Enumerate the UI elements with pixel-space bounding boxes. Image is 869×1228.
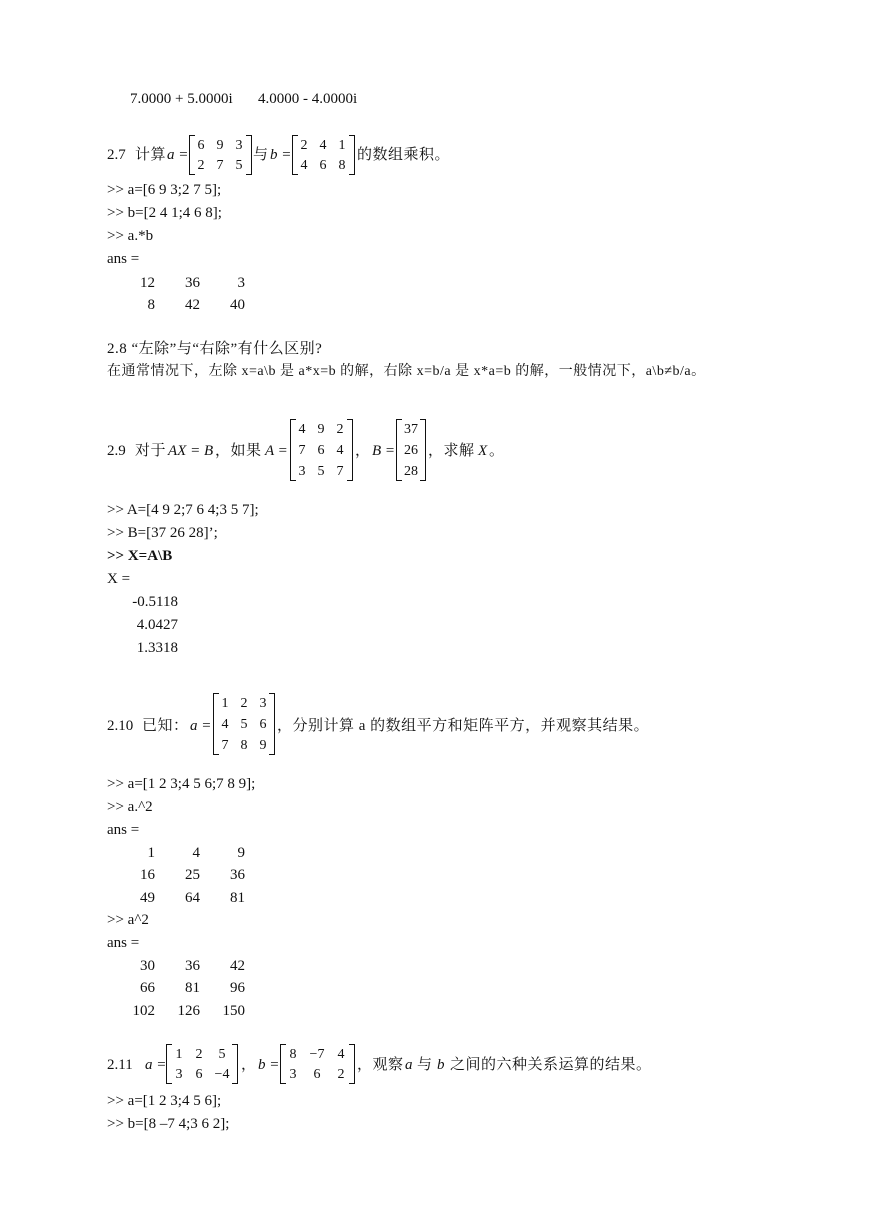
matrix-cell: 1	[175, 1047, 183, 1062]
matrix-cell: 4	[298, 422, 306, 437]
code-line: >> X=A\B	[107, 548, 173, 564]
matrix-cell: 2	[197, 158, 205, 173]
result-cell: 30	[140, 958, 155, 974]
q29-matrix-A	[290, 419, 353, 481]
q29-solve: ，求解	[428, 443, 475, 459]
matrix-cell: 1	[221, 696, 229, 711]
q211-a: a	[405, 1057, 413, 1073]
matrix-cell: 5	[317, 464, 325, 479]
q211-suffix: 之间的六种关系运算的结果。	[450, 1057, 652, 1073]
q211-observe: ，观察	[357, 1057, 404, 1073]
q211-a-eq: a =	[145, 1057, 167, 1073]
q27-prefix: 计算	[135, 147, 167, 163]
code-line: >> B=[37 26 28]’;	[107, 525, 218, 541]
q27-suffix: 的数组乘积。	[357, 147, 451, 163]
code-line: >> b=[8 –7 4;3 6 2];	[107, 1116, 230, 1132]
matrix-cell: 5	[235, 158, 243, 173]
result-cell: 64	[185, 890, 200, 906]
result-cell: 49	[140, 890, 155, 906]
result-cell: 150	[222, 1003, 245, 1019]
complex-value-1: 7.0000 + 5.0000i	[130, 91, 233, 107]
q27-a-eq: a =	[167, 147, 189, 163]
q211-and: 与	[417, 1057, 433, 1073]
q211-matrix-a	[166, 1044, 238, 1084]
matrix-cell: 4	[336, 443, 344, 458]
matrix-cell: 7	[221, 738, 229, 753]
code-line: >> a.*b	[107, 228, 154, 244]
q27-number: 2.7	[107, 147, 126, 163]
q211-b: b	[437, 1057, 445, 1073]
result-cell: 1	[147, 845, 155, 861]
matrix-cell: 4	[221, 717, 229, 732]
code-line: >> b=[2 4 1;4 6 8];	[107, 205, 222, 221]
q211-number: 2.11	[107, 1057, 133, 1073]
q29-matrix-B	[396, 419, 426, 481]
q29-B-eq: B =	[372, 443, 396, 459]
matrix-cell: 4	[319, 138, 327, 153]
matrix-cell: 3	[298, 464, 306, 479]
matrix-cell: 2	[300, 138, 308, 153]
matrix-cell: −4	[214, 1067, 230, 1082]
result-cell: 3	[237, 275, 245, 291]
matrix-cell: 2	[337, 1067, 345, 1082]
q29-number: 2.9	[107, 443, 126, 459]
result-cell: -0.5118	[132, 594, 178, 610]
complex-value-2: 4.0000 - 4.0000i	[258, 91, 358, 107]
result-cell: 9	[237, 845, 245, 861]
matrix-cell: 3	[259, 696, 267, 711]
matrix-cell: −7	[309, 1047, 325, 1062]
matrix-cell: 6	[197, 138, 205, 153]
matrix-cell: 1	[338, 138, 346, 153]
matrix-cell: 6	[313, 1067, 321, 1082]
matrix-cell: 9	[317, 422, 325, 437]
q29-if: ，如果	[215, 443, 262, 459]
q211-matrix-b	[280, 1044, 355, 1084]
matrix-cell: 7	[336, 464, 344, 479]
matrix-cell: 4	[337, 1047, 345, 1062]
result-cell: 36	[185, 275, 200, 291]
q210-prefix: 已知：	[142, 718, 189, 734]
ans-label: ans =	[107, 251, 140, 267]
result-cell: 16	[140, 867, 155, 883]
matrix-cell: 6	[195, 1067, 203, 1082]
matrix-cell: 4	[300, 158, 308, 173]
q28-title: 2.8 “左除”与“右除”有什么区别?	[107, 341, 323, 357]
q29-X: X	[478, 443, 488, 459]
result-cell: 42	[185, 297, 200, 313]
q211-b-eq: b =	[258, 1057, 280, 1073]
matrix-cell: 37	[404, 422, 418, 437]
matrix-cell: 5	[218, 1047, 226, 1062]
matrix-cell: 8	[289, 1047, 297, 1062]
result-cell: 42	[230, 958, 245, 974]
q210-matrix-a	[213, 693, 275, 755]
result-cell: 8	[147, 297, 155, 313]
q27-matrix-b	[292, 135, 355, 175]
matrix-cell: 2	[195, 1047, 203, 1062]
matrix-cell: 6	[317, 443, 325, 458]
q29-prefix: 对于	[135, 443, 167, 459]
matrix-cell: 26	[404, 443, 418, 458]
matrix-cell: 3	[175, 1067, 183, 1082]
q211-comma: ，	[241, 1057, 257, 1073]
result-cell: 12	[140, 275, 155, 291]
x-label: X =	[107, 571, 131, 587]
matrix-cell: 28	[404, 464, 418, 479]
result-cell: 25	[185, 867, 200, 883]
matrix-cell: 9	[216, 138, 224, 153]
result-cell: 102	[132, 1003, 155, 1019]
result-cell: 81	[185, 980, 200, 996]
matrix-cell: 3	[235, 138, 243, 153]
matrix-cell: 5	[240, 717, 248, 732]
code-line: >> a=[1 2 3;4 5 6;7 8 9];	[107, 776, 256, 792]
result-cell: 81	[230, 890, 245, 906]
q28-answer: 在通常情况下，左除 x=a\b 是 a*x=b 的解，右除 x=b/a 是 x*a=b 的解，一般情况下，a\b≠b/a。	[107, 364, 706, 379]
q27-matrix-a	[189, 135, 252, 175]
result-cell: 66	[140, 980, 155, 996]
matrix-cell: 6	[319, 158, 327, 173]
result-cell: 36	[185, 958, 200, 974]
matrix-cell: 7	[298, 443, 306, 458]
code-line: >> A=[4 9 2;7 6 4;3 5 7];	[107, 502, 259, 518]
q29-equation: AX = B	[168, 443, 214, 459]
q210-suffix: ，分别计算 a 的数组平方和矩阵平方，并观察其结果。	[277, 718, 650, 734]
ans-label: ans =	[107, 822, 140, 838]
q210-a-eq: a =	[190, 718, 212, 734]
code-line: >> a.^2	[107, 799, 153, 815]
q29-period: 。	[489, 443, 505, 459]
matrix-cell: 7	[216, 158, 224, 173]
result-cell: 4.0427	[136, 617, 178, 633]
matrix-cell: 8	[240, 738, 248, 753]
matrix-cell: 2	[336, 422, 344, 437]
result-cell: 36	[230, 867, 245, 883]
result-cell: 96	[230, 980, 245, 996]
result-cell: 40	[230, 297, 245, 313]
code-line: >> a=[1 2 3;4 5 6];	[107, 1093, 222, 1109]
q27-b-eq: b =	[270, 147, 292, 163]
code-line: >> a=[6 9 3;2 7 5];	[107, 182, 222, 198]
code-line: >> a^2	[107, 912, 149, 928]
q29-comma: ，	[355, 443, 371, 459]
matrix-cell: 6	[259, 717, 267, 732]
q210-number: 2.10	[107, 718, 134, 734]
matrix-cell: 3	[289, 1067, 297, 1082]
q29-A-eq: A =	[265, 443, 288, 459]
result-cell: 4	[192, 845, 200, 861]
result-cell: 126	[177, 1003, 200, 1019]
ans-label: ans =	[107, 935, 140, 951]
matrix-cell: 8	[338, 158, 346, 173]
result-cell: 1.3318	[136, 640, 178, 656]
matrix-cell: 2	[240, 696, 248, 711]
q27-mid: 与	[253, 147, 269, 163]
matrix-cell: 9	[259, 738, 267, 753]
